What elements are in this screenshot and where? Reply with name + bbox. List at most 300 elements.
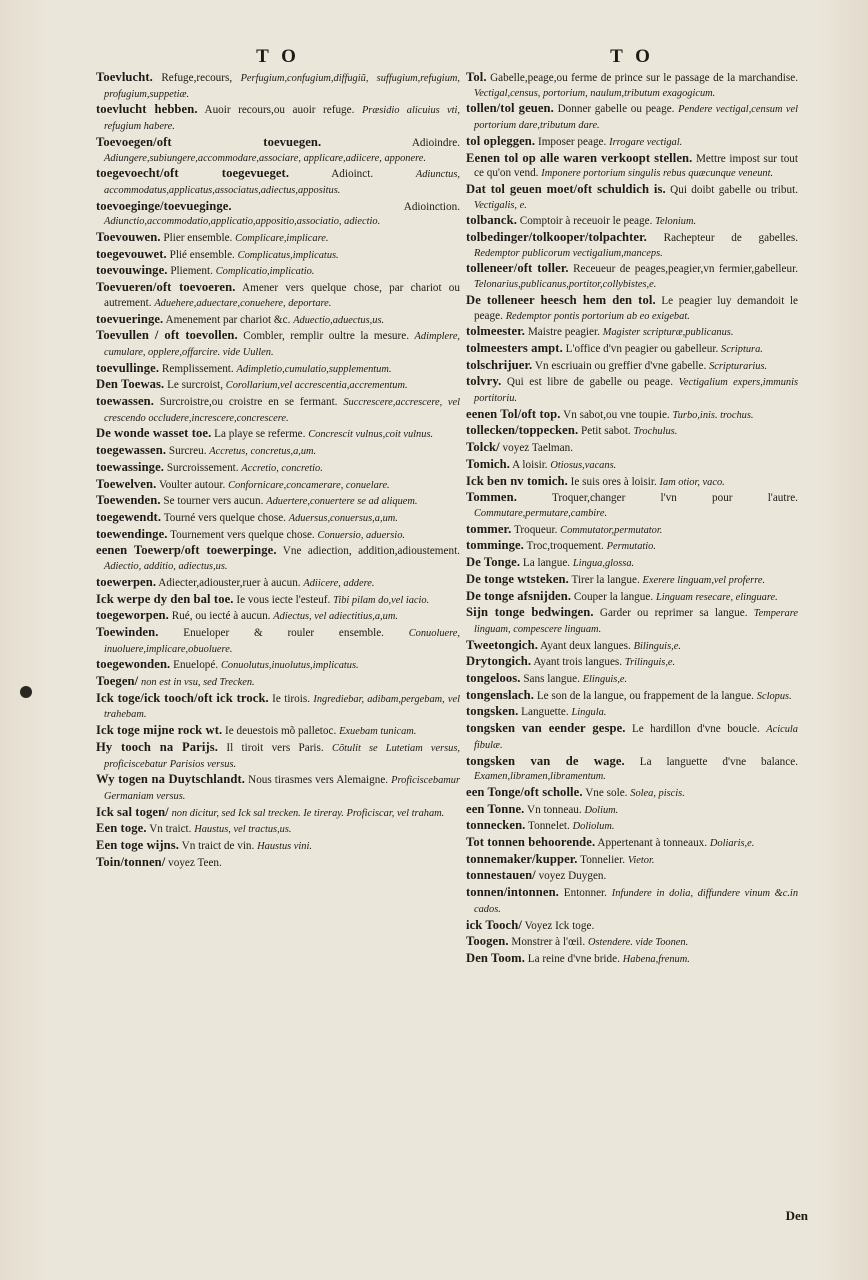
latin-gloss: Temperare linguam, compescere linguam. xyxy=(474,608,799,635)
dictionary-entry xyxy=(96,691,460,723)
dictionary-entry xyxy=(96,855,460,872)
headword: toewendinge. xyxy=(96,526,168,541)
dictionary-entry xyxy=(466,818,798,835)
latin-gloss: Magister scripturæ,publicanus. xyxy=(602,327,734,339)
headword: toewassen. xyxy=(96,394,155,409)
dictionary-entry xyxy=(96,102,460,134)
french-gloss: Vn traict. xyxy=(149,823,192,836)
latin-gloss: Adiunctus, accommodatus,applicatus,associatus,adiectus,appositus. xyxy=(104,169,461,196)
dictionary-entry xyxy=(96,527,460,544)
french-gloss: Le hardillon d'vne boucle. xyxy=(631,723,760,736)
dictionary-entry xyxy=(96,821,460,838)
latin-gloss: Ingrediebar, adibam,pergebam, vel trahebam. xyxy=(104,693,461,721)
dictionary-entry xyxy=(96,657,460,674)
french-gloss: Voyez Ick toge. xyxy=(524,919,595,932)
dictionary-entry xyxy=(96,394,460,426)
dictionary-entry xyxy=(96,328,460,360)
latin-gloss: Turbo,inis. trochus. xyxy=(672,409,754,421)
latin-gloss: Complicare,implicare. xyxy=(235,233,329,245)
dictionary-entry xyxy=(466,918,798,935)
headword: Een toge. xyxy=(96,821,147,836)
dictionary-entry xyxy=(466,151,798,182)
headword: toewassinge. xyxy=(96,459,165,474)
headword: tonnemaker/kupper. xyxy=(466,851,578,866)
running-head-right: T O xyxy=(610,46,654,67)
latin-gloss: Proficiscebamur Germaniam versus. xyxy=(104,775,461,802)
french-gloss: Qui doibt gabelle ou tribut. xyxy=(670,183,798,196)
french-gloss: Sans langue. xyxy=(523,673,580,686)
dictionary-entry xyxy=(96,70,460,102)
headword: tolmeesters ampt. xyxy=(466,340,563,355)
dictionary-entry xyxy=(96,199,460,230)
latin-gloss: Aduehere,aduectare,conuehere, deportare. xyxy=(154,297,332,309)
headword: Ick toge mijne rock wt. xyxy=(96,723,223,738)
latin-gloss: Accretus, concretus,a,um. xyxy=(209,446,317,458)
headword: toevlucht hebben. xyxy=(96,102,198,117)
headword: tolschrijuer. xyxy=(466,357,533,372)
headword: toevouwinge. xyxy=(96,263,168,278)
french-gloss: Monstrer à l'œil. xyxy=(511,936,586,949)
french-gloss: L'office d'vn peagier ou gabelleur. xyxy=(565,342,719,355)
latin-gloss: Vectigalium expers,immunis portitoriu. xyxy=(474,377,799,405)
headword: toewerpen. xyxy=(96,574,157,589)
headword: Toevoegen/oft toevuegen. xyxy=(96,134,322,149)
left-entries xyxy=(96,70,460,871)
latin-gloss: Pendere vectigal,censum vel portorium dare,tributum dare. xyxy=(474,104,799,132)
headword: toegewendt. xyxy=(96,509,162,524)
headword: De tonge afsnijden. xyxy=(466,588,572,603)
dictionary-entry xyxy=(466,688,798,705)
latin-gloss: Trochulus. xyxy=(633,426,678,438)
dictionary-entry xyxy=(466,423,798,440)
headword: tonnen/intonnen. xyxy=(466,885,559,900)
dictionary-entry xyxy=(96,135,460,166)
dictionary-entry xyxy=(96,460,460,477)
headword: tommer. xyxy=(466,521,512,536)
latin-gloss: Aduersus,conuersus,a,um. xyxy=(288,512,398,524)
latin-gloss: Exuebam tunicam. xyxy=(339,726,417,738)
dictionary-entry xyxy=(466,261,798,292)
headword: Wy togen na Duytschlandt. xyxy=(96,772,246,787)
latin-gloss: Linguam resecare, elinguare. xyxy=(655,591,778,603)
dictionary-entry xyxy=(466,951,798,968)
dictionary-entry xyxy=(466,324,798,341)
dictionary-entry xyxy=(466,457,798,474)
latin-gloss: Complicatus,implicatus. xyxy=(237,249,339,261)
latin-gloss: Adiicere, addere. xyxy=(303,577,375,589)
headword: tol opleggen. xyxy=(466,133,536,148)
headword: eenen Toewerp/oft toewerpinge. xyxy=(96,543,277,558)
french-gloss: Plier ensemble. xyxy=(163,232,233,245)
headword: Dat tol geuen moet/oft schuldich is. xyxy=(466,181,666,196)
headword: Den Toom. xyxy=(466,950,525,965)
dictionary-entry xyxy=(466,638,798,655)
french-gloss: Vne sole. xyxy=(585,786,628,799)
dictionary-entry xyxy=(466,868,798,885)
headword: Den Toewas. xyxy=(96,377,165,392)
dictionary-entry xyxy=(466,934,798,951)
french-gloss: Enuelopé. xyxy=(173,659,219,672)
headword: Ick toge/ick tooch/oft ick trock. xyxy=(96,690,269,705)
latin-gloss: Adimpletio,cumulatio,supplementum. xyxy=(236,363,392,375)
dictionary-entry xyxy=(466,358,798,375)
latin-gloss: Aduertere,conuertere se ad aliquem. xyxy=(266,496,418,508)
headword: De tolleneer heesch hem den tol. xyxy=(466,292,656,307)
latin-gloss: Redemptor pontis portorium ab eo exigebat. xyxy=(505,310,690,322)
french-gloss: Combler, remplir oultre la mesure. xyxy=(243,330,410,343)
french-gloss: La playe se referme. xyxy=(214,428,306,441)
dictionary-entry xyxy=(96,312,460,329)
headword: Drytongich. xyxy=(466,654,532,669)
headword: Tomich. xyxy=(466,456,510,471)
headword: De Tonge. xyxy=(466,555,521,570)
dictionary-entry xyxy=(466,835,798,852)
latin-gloss: Tibi pilam do,vel iacio. xyxy=(333,594,430,606)
latin-gloss: Otiosus,vacans. xyxy=(550,459,617,471)
dictionary-entry xyxy=(96,443,460,460)
dictionary-entry xyxy=(466,605,798,637)
french-gloss: voyez Taelman. xyxy=(502,442,573,455)
headword: tonnestauen/ xyxy=(466,868,536,883)
french-gloss: Refuge,recours, xyxy=(161,72,233,84)
latin-gloss: Doliaris,e. xyxy=(709,838,755,850)
dictionary-entry xyxy=(466,721,798,753)
french-gloss: Ie vous iecte l'esteuf. xyxy=(236,593,331,606)
headword: toevullinge. xyxy=(96,360,160,375)
headword: tongsken. xyxy=(466,704,519,719)
latin-gloss: Acicula fibulæ. xyxy=(474,724,799,751)
dictionary-entry xyxy=(96,740,460,772)
dictionary-entry xyxy=(466,538,798,555)
dictionary-entry xyxy=(96,377,460,394)
catchword: Den xyxy=(785,1208,808,1223)
headword: Toewenden. xyxy=(96,493,161,508)
french-gloss: Entonner. xyxy=(563,887,607,900)
latin-gloss: non est in vsu, sed Trecken. xyxy=(141,677,255,689)
dictionary-entry xyxy=(96,723,460,740)
french-gloss: Nous tirasmes vers Alemaigne. xyxy=(248,774,389,787)
headword: ick Tooch/ xyxy=(466,917,522,932)
french-gloss: Remplissement. xyxy=(161,362,234,375)
dictionary-entry xyxy=(96,247,460,264)
margin-bullet-mark xyxy=(20,686,32,698)
dictionary-entry xyxy=(466,671,798,688)
latin-gloss: Perfugium,confugium,diffugiũ, suffugium,refugium, profugium,suppetiæ. xyxy=(104,73,460,100)
headword: tollecken/toppecken. xyxy=(466,423,579,438)
french-gloss: Rachepteur de gabelles. xyxy=(663,232,798,245)
headword: Toevouwen. xyxy=(96,230,161,245)
headword: Eenen tol op alle waren verkoopt stellen. xyxy=(466,150,693,165)
latin-gloss: Haustus vini. xyxy=(257,841,312,853)
headword: toegewassen. xyxy=(96,443,167,458)
dictionary-entry xyxy=(466,522,798,539)
french-gloss: Adioinct. xyxy=(331,168,374,181)
french-gloss: Troquer,changer l'vn pour l'autre. xyxy=(551,492,798,505)
french-gloss: Amener vers quelque chose, par chariot ou autrement. xyxy=(104,282,460,309)
french-gloss: Vn sabot,ou vne toupie. xyxy=(563,408,670,421)
dictionary-entry xyxy=(466,572,798,589)
latin-gloss: Elinguis,e. xyxy=(582,674,628,686)
dictionary-entry xyxy=(466,134,798,151)
french-gloss: Vn escriuain ou greffier d'vne gabelle. xyxy=(534,359,707,372)
headword: Tweetongich. xyxy=(466,637,538,652)
headword: Toevueren/oft toevoeren. xyxy=(96,280,236,295)
dictionary-entry xyxy=(466,704,798,721)
headword: tongeloos. xyxy=(466,671,521,686)
dictionary-entry xyxy=(96,280,460,311)
latin-gloss: non dicitur, sed Ick sal trecken. Ie tireray. Proficiscar, vel traham. xyxy=(171,807,445,819)
latin-gloss: Vectigal,census, portorium, naulum,tributum exagogicum. xyxy=(474,87,716,99)
latin-gloss: Cõtulit se Lutetiam versus, proficiscebatur Parisios versus. xyxy=(104,742,461,770)
headword: Toevlucht. xyxy=(96,70,153,84)
french-gloss: Vn traict de vin. xyxy=(181,840,255,853)
headword: tongenslach. xyxy=(466,687,535,702)
dictionary-entry xyxy=(466,374,798,406)
dictionary-entry xyxy=(466,802,798,819)
french-gloss: Surcroissement. xyxy=(166,461,239,474)
french-gloss: Adioindre. xyxy=(411,136,460,149)
latin-gloss: Confornicare,concamerare, conuelare. xyxy=(228,479,390,491)
french-gloss: Tourné vers quelque chose. xyxy=(163,511,286,524)
headword: tolmeester. xyxy=(466,324,526,339)
latin-gloss: Commutare,permutare,cambire. xyxy=(474,507,608,519)
right-column xyxy=(466,46,798,968)
headword: Toevullen / oft toevollen. xyxy=(96,328,238,343)
latin-gloss: Conuolutus,inuolutus,implicatus. xyxy=(220,660,359,672)
latin-gloss: Lingula. xyxy=(571,707,607,719)
dictionary-entry xyxy=(466,555,798,572)
latin-gloss: Exerere linguam,vel proferre. xyxy=(642,574,766,586)
french-gloss: Surcreu. xyxy=(168,445,207,458)
french-gloss: Garder ou reprimer sa langue. xyxy=(599,607,748,620)
french-gloss: Imposer peage. xyxy=(537,135,607,148)
french-gloss: Adioinction. xyxy=(403,200,460,213)
latin-gloss: Complicatio,implicatio. xyxy=(215,266,315,278)
french-gloss: Tirer la langue. xyxy=(571,573,640,586)
headword: tomminge. xyxy=(466,538,524,553)
french-gloss: Donner gabelle ou peage. xyxy=(557,103,675,116)
french-gloss: Ayant trois langues. xyxy=(533,656,623,669)
french-gloss: Maistre peagier. xyxy=(527,326,600,339)
latin-gloss: Adiunctio,accommodatio,applicatio,appositio,associatio, adiectio. xyxy=(104,216,381,228)
latin-gloss: Dolium. xyxy=(584,804,619,816)
french-gloss: Ie deuestois mõ palletoc. xyxy=(225,725,337,738)
headword: Ick sal togen/ xyxy=(96,804,169,819)
french-gloss: Couper la langue. xyxy=(573,590,654,603)
headword: Een toge wijns. xyxy=(96,838,180,853)
french-gloss: Receueur de peages,peagier,vn fermier,gabelleur. xyxy=(573,263,798,276)
right-entries xyxy=(466,70,798,968)
french-gloss: Enueloper & rouler ensemble. xyxy=(183,626,384,639)
latin-gloss: Haustus, vel tractus,us. xyxy=(194,824,292,836)
headword: toegewonden. xyxy=(96,657,171,672)
french-gloss: Le peagier luy demandoit le peage. xyxy=(474,294,799,322)
french-gloss: Tournement vers quelque chose. xyxy=(170,528,315,541)
french-gloss: Se tourner vers aucun. xyxy=(163,495,264,508)
french-gloss: Languette. xyxy=(521,706,569,719)
dictionary-entry xyxy=(466,182,798,213)
headword: tolbedinger/tolkooper/tolpachter. xyxy=(466,230,647,245)
dictionary-entry xyxy=(96,838,460,855)
headword: een Tonge/oft scholle. xyxy=(466,784,583,799)
french-gloss: A loisir. xyxy=(512,458,548,471)
dictionary-entry xyxy=(466,341,798,358)
dictionary-entry xyxy=(96,230,460,247)
french-gloss: Pliement. xyxy=(170,265,213,278)
dictionary-entry xyxy=(96,674,460,691)
headword: tolvry. xyxy=(466,374,502,389)
dictionary-entry xyxy=(466,230,798,261)
latin-gloss: Conuersio, aduersio. xyxy=(317,529,405,541)
latin-gloss: Habena,frenum. xyxy=(622,953,690,965)
headword: Ick werpe dy den bal toe. xyxy=(96,591,234,606)
french-gloss: Ie suis ores à loisir. xyxy=(570,475,657,488)
dictionary-entry xyxy=(466,885,798,917)
latin-gloss: Conuoluere, inuoluere,implicare,obuoluere. xyxy=(104,627,461,655)
french-gloss: Vne adiection, addition,adioustement. xyxy=(282,545,460,558)
latin-gloss: Aduectio,aduectus,us. xyxy=(293,314,385,326)
latin-gloss: Redemptor publicorum vectigalium,manceps. xyxy=(474,247,663,259)
headword: Tolck/ xyxy=(466,440,500,455)
dictionary-entry xyxy=(96,608,460,625)
latin-gloss: Iam otior, vaco. xyxy=(659,476,725,488)
headword: eenen Tol/oft top. xyxy=(466,406,561,421)
dictionary-entry xyxy=(96,510,460,527)
dictionary-entry xyxy=(96,625,460,657)
latin-gloss: Scripturarius. xyxy=(709,360,768,372)
dictionary-entry xyxy=(96,166,460,198)
latin-gloss: Corollarium,vel accrescentia,accrementum. xyxy=(225,380,408,392)
french-gloss: La langue. xyxy=(522,557,571,570)
french-gloss: Petit sabot. xyxy=(581,425,631,438)
french-gloss: Troqueur. xyxy=(513,523,558,536)
french-gloss: Vn tonneau. xyxy=(527,803,582,816)
dictionary-entry xyxy=(466,474,798,491)
french-gloss: La reine d'vne bride. xyxy=(527,952,620,965)
latin-gloss: Succrescere,accrescere, vel crescendo occludere,increscere,concrescere. xyxy=(104,397,460,424)
french-gloss: Le son de la langue, ou frappement de la langue. xyxy=(536,689,754,702)
headword: Sijn tonge bedwingen. xyxy=(466,605,594,620)
headword: Hy tooch na Parijs. xyxy=(96,739,219,754)
dictionary-entry xyxy=(96,592,460,609)
latin-gloss: Irrogare vectigal. xyxy=(609,136,683,148)
dictionary-entry xyxy=(466,852,798,869)
latin-gloss: Vietor. xyxy=(627,854,655,866)
headword: Tol. xyxy=(466,70,487,84)
latin-gloss: Bilinguis,e. xyxy=(633,640,681,652)
latin-gloss: Adiectio, additio, adiectus,us. xyxy=(104,561,228,573)
dictionary-entry xyxy=(96,543,460,574)
headword: Tot tonnen behoorende. xyxy=(466,835,596,850)
latin-gloss: Præsidio alicuius vti, refugium habere. xyxy=(104,105,460,133)
french-gloss: Il tiroit vers Paris. xyxy=(226,741,324,754)
dictionary-entry xyxy=(96,493,460,510)
running-head-left: T O xyxy=(256,46,300,67)
latin-gloss: Permutatio. xyxy=(606,541,656,553)
headword: Toewinden. xyxy=(96,624,159,639)
french-gloss: Troc,troquement. xyxy=(526,540,604,553)
latin-gloss: Ostendere. vide Toonen. xyxy=(587,937,689,949)
latin-gloss: Lingua,glossa. xyxy=(572,558,635,570)
dictionary-entry xyxy=(466,70,798,101)
dictionary-entry xyxy=(96,361,460,378)
headword: Tommen. xyxy=(466,490,517,505)
dictionary-entry xyxy=(96,263,460,280)
headword: Toewelven. xyxy=(96,476,157,491)
latin-gloss: Doliolum. xyxy=(572,821,615,833)
french-gloss: La languette d'vne balance. xyxy=(639,755,798,768)
french-gloss: Rué, ou iecté à aucun. xyxy=(171,610,271,623)
dictionary-entry xyxy=(466,754,798,785)
dictionary-entry xyxy=(466,589,798,606)
headword: tongsken van eender gespe. xyxy=(466,721,626,736)
headword: toegevouwet. xyxy=(96,246,167,261)
latin-gloss: Infundere in dolia, diffundere vinum &c.in cados. xyxy=(474,888,799,915)
dictionary-entry xyxy=(96,575,460,592)
french-gloss: Ayant deux langues. xyxy=(540,639,631,652)
headword: De tonge wtsteken. xyxy=(466,571,569,586)
latin-gloss: Adiectus, vel adiectitius,a,um. xyxy=(273,611,398,623)
dictionary-entry xyxy=(96,772,460,804)
french-gloss: Amenement par chariot &c. xyxy=(165,313,291,326)
headword: tolbanck. xyxy=(466,213,517,228)
headword: Toin/tonnen/ xyxy=(96,854,166,869)
latin-gloss: Scriptura. xyxy=(721,343,763,355)
dictionary-entry xyxy=(96,805,460,822)
headword: Toegen/ xyxy=(96,674,139,689)
left-column xyxy=(96,46,460,871)
french-gloss: Ie tirois. xyxy=(272,692,311,705)
latin-gloss: Commutator,permutator. xyxy=(560,524,663,536)
dictionary-entry xyxy=(466,490,798,521)
latin-gloss: Imponere portorium singulis rebus quæcunque veneunt. xyxy=(541,168,774,180)
french-gloss: Qui est libre de gabelle ou peage. xyxy=(506,376,674,389)
french-gloss: Le surcroist, xyxy=(167,379,223,392)
french-gloss: Adiecter,adiouster,ruer à aucun. xyxy=(158,576,301,589)
dictionary-entry xyxy=(466,407,798,424)
headword: Ick ben nv tomich. xyxy=(466,473,568,488)
french-gloss: Mettre impost sur tout ce qu'on vend. xyxy=(474,152,798,180)
latin-gloss: Vectigalis, e. xyxy=(474,199,527,211)
latin-gloss: Adiungere,subiungere,accommodare,associare, applicare,adiicere, apponere. xyxy=(104,152,426,164)
headword: een Tonne. xyxy=(466,801,525,816)
dictionary-entry xyxy=(466,785,798,802)
headword: toegevoecht/oft toegevueget. xyxy=(96,166,290,181)
latin-gloss: Solea, piscis. xyxy=(630,787,685,799)
latin-gloss: Concrescit vulnus,coit vulnus. xyxy=(308,429,434,441)
headword: tolleneer/oft toller. xyxy=(466,261,569,276)
dictionary-entry xyxy=(466,293,798,324)
french-gloss: Tonnelet. xyxy=(528,820,570,833)
headword: tongsken van de wage. xyxy=(466,753,625,768)
headword: De wonde wasset toe. xyxy=(96,426,212,441)
headword: toegeworpen. xyxy=(96,608,169,623)
headword: toevoeginge/toevueginge. xyxy=(96,198,232,213)
latin-gloss: Telonium. xyxy=(655,216,697,228)
dictionary-entry xyxy=(466,213,798,230)
dictionary-entry xyxy=(96,426,460,443)
dictionary-entry xyxy=(466,654,798,671)
latin-gloss: Adimplere, cumulare, opplere,offarcire. vide Uullen. xyxy=(104,331,461,358)
dictionary-entry xyxy=(96,477,460,494)
dictionary-entry xyxy=(466,101,798,133)
french-gloss: Auoir recours,ou auoir refuge. xyxy=(204,104,355,117)
latin-gloss: Sclopus. xyxy=(756,690,792,702)
headword: tonnecken. xyxy=(466,818,526,833)
latin-gloss: Examen,libramen,libramentum. xyxy=(474,771,606,783)
french-gloss: Comptoir à receuoir le peage. xyxy=(519,215,653,228)
dictionary-entry xyxy=(466,440,798,457)
